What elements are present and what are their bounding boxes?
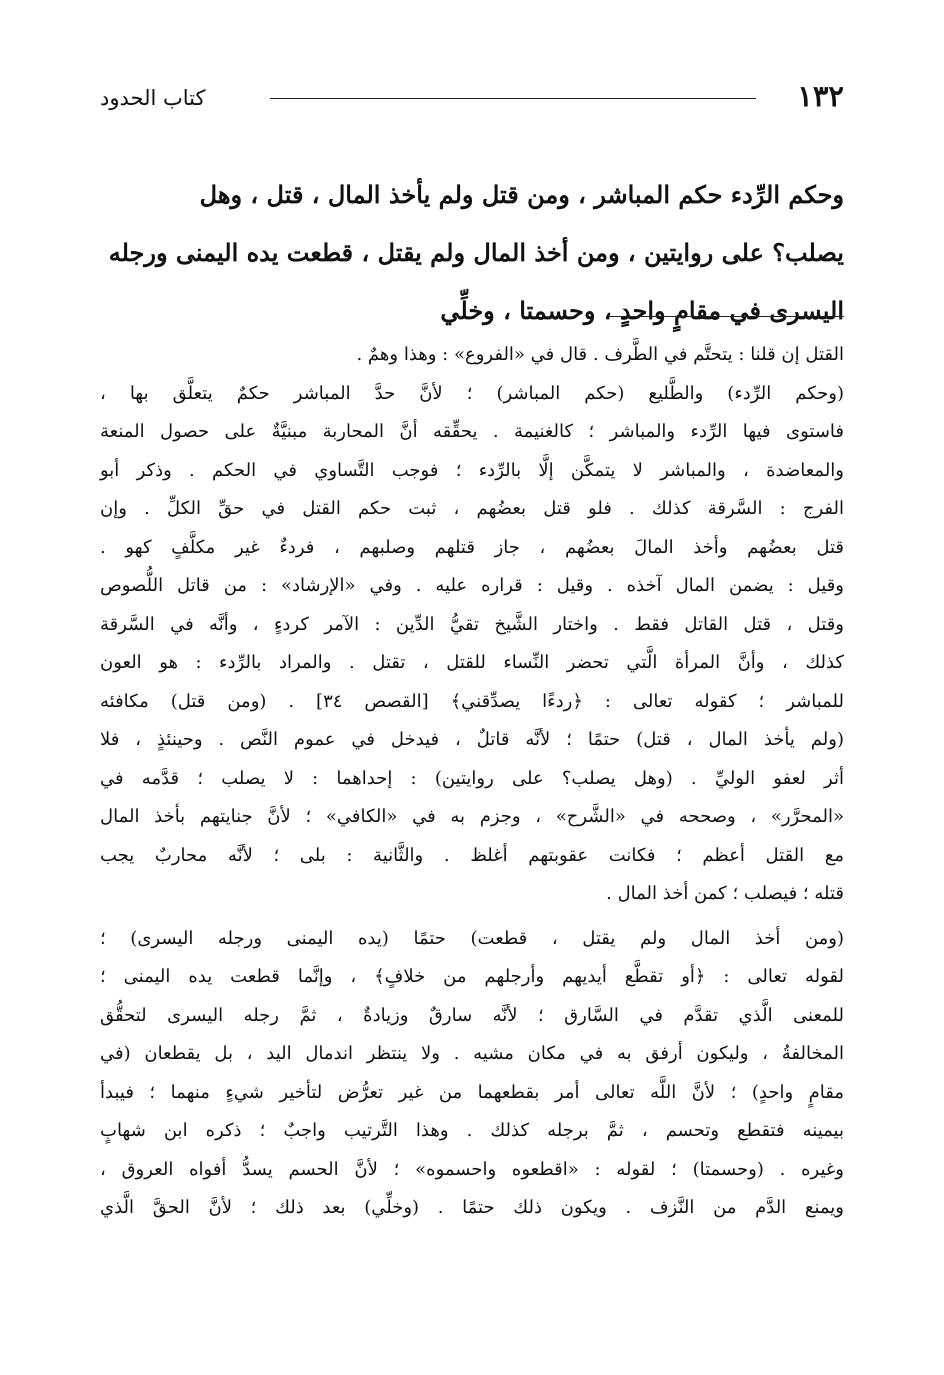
sharh-line: القتل إن قلنا : يتحتَّم في الطَّرف . قال في «الفروع» : وهذا وهمٌ . [356, 344, 844, 365]
matn-line: يصلب؟ على روايتين ، ومن أخذ المال ولم يقتل ، قطعت يده اليمنى ورجله [108, 238, 844, 267]
page-header [100, 78, 844, 118]
book-title: كتاب الحدود [100, 86, 206, 110]
sharh-line: قتل بعضُهم وأخذ المالَ بعضُهم ، جاز قتلهم وصلبهم ، فردءٌ غير مكلَّفٍ كهو . [100, 536, 844, 558]
sharh-line: للمعنى الَّذي تقدَّم في السَّارق ؛ لأنَّه سارقٌ وزيادةٌ ، ثمَّ رجله اليسرى لتحقُّق [100, 1004, 844, 1026]
sharh-line: (ولم يأخذ المال ، قتل) حتمًا ؛ لأنَّه قاتلٌ ، فيدخل في عموم النَّص . وحينئذٍ ، فلا [100, 729, 844, 750]
sharh-line: والمعاضدة ، والمباشر لا يتمكَّن إلَّا بالرِّدء ؛ فوجب التَّساوي في الحكم . وذكر أبو [100, 459, 844, 481]
sharh-line: «المحرَّر» ، وصححه في «الشَّرح» ، وجزم به في «الكافي» ؛ لأنَّ جنايتهم بأخذ المال [100, 806, 844, 827]
matn-line: وحكم الرِّدء حكم المباشر ، ومن قتل ولم يأخذ المال ، قتل ، وهل [199, 180, 844, 209]
sharh-line: (ومن أخذ المال ولم يقتل ، قطعت) حتمًا (يده اليمنى ورجله اليسرى) ؛ [100, 927, 844, 949]
header-rule [270, 98, 756, 99]
sharh-line: بيمينه فتقطع وتحسم ، ثمَّ برجله كذلك . وهذا التَّرتيب واجبٌ ؛ ذكره ابن شهابٍ [100, 1120, 844, 1141]
matn-text [100, 166, 844, 340]
matn-line: اليسرى في مقامٍ واحدٍ ، وحسمتا ، وخلِّي [440, 296, 844, 325]
sharh-line: وغيره . (وحسمتا) ؛ لقوله : «اقطعوه واحسموه» ؛ لأنَّ الحسم يسدُّ أفواه العروق ، [100, 1158, 844, 1180]
sharh-line: فاستوى فيها الرِّدء والمباشر ؛ كالغنيمة . يحقِّقه أنَّ المحاربة مبنيَّةٌ على حصول المنعة [100, 421, 844, 442]
sharh-line: ويمنع الدَّم من النَّزف . ويكون ذلك حتمًا . (وخلِّي) بعد ذلك ؛ لأنَّ الحقَّ الَّذي [100, 1197, 844, 1218]
page-number: ١٣٢ [797, 79, 844, 113]
sharh-line: الفرج : السَّرقة كذلك . فلو قتل بعضُهم ، ثبت حكم القتل في حقِّ الكلِّ . وإن [100, 498, 844, 519]
sharh-text [100, 336, 844, 1228]
sharh-line: مع القتل أعظم ؛ فكانت عقوبتهم أغلظ . والثَّانية : بلى ؛ لأنَّه محاربٌ يجب [100, 844, 844, 866]
sharh-line: المخالفةُ ، وليكون أرفق به في مكان مشيه . ولا ينتظر اندمال اليد ، بل يقطعان (في [100, 1043, 844, 1064]
matn-divider [608, 316, 844, 317]
sharh-line: (وحكم الرِّدء) والطَّليع (حكم المباشر) ؛ لأنَّ حدَّ المباشر حكمٌ يتعلَّق بها ، [100, 382, 844, 404]
sharh-line: مقامٍ واحدٍ) ؛ لأنَّ اللَّه تعالى أمر بقطعهما من غير تعرُّض لتأخير شيءٍ منهما ؛ فيبدأ [100, 1081, 844, 1103]
sharh-line: وقيل : يضمن المال آخذه . وقيل : قراره عليه . وفي «الإرشاد» : من قاتل اللُّصوص [100, 575, 844, 596]
sharh-line: وقتل ، قتل القاتل فقط . واختار الشَّيخ تقيُّ الدِّين : الآمر كردءٍ ، وأنَّه في السَّرقة [100, 613, 844, 635]
sharh-line: لقوله تعالى : ﴿أو تقطَّع أيديهم وأرجلهم من خلافٍ﴾ ، وإنَّما قطعت يده اليمنى ؛ [100, 966, 844, 987]
sharh-line: قتله ؛ فيصلب ؛ كمن أخذ المال . [606, 883, 844, 904]
sharh-line: أثر لعفو الوليِّ . (وهل يصلب؟ على روايتين) : إحداهما : لا يصلب ؛ قدَّمه في [100, 767, 844, 789]
sharh-line: للمباشر ؛ كقوله تعالى : ﴿ردءًا يصدِّقني﴾ [القصص ٣٤] . (ومن قتل) مكافئه [100, 690, 844, 712]
sharh-line: كذلك ، وأنَّ المرأة الَّتي تحضر النِّساء للقتل ، تقتل . والمراد بالرِّدء : هو العون [100, 652, 844, 673]
